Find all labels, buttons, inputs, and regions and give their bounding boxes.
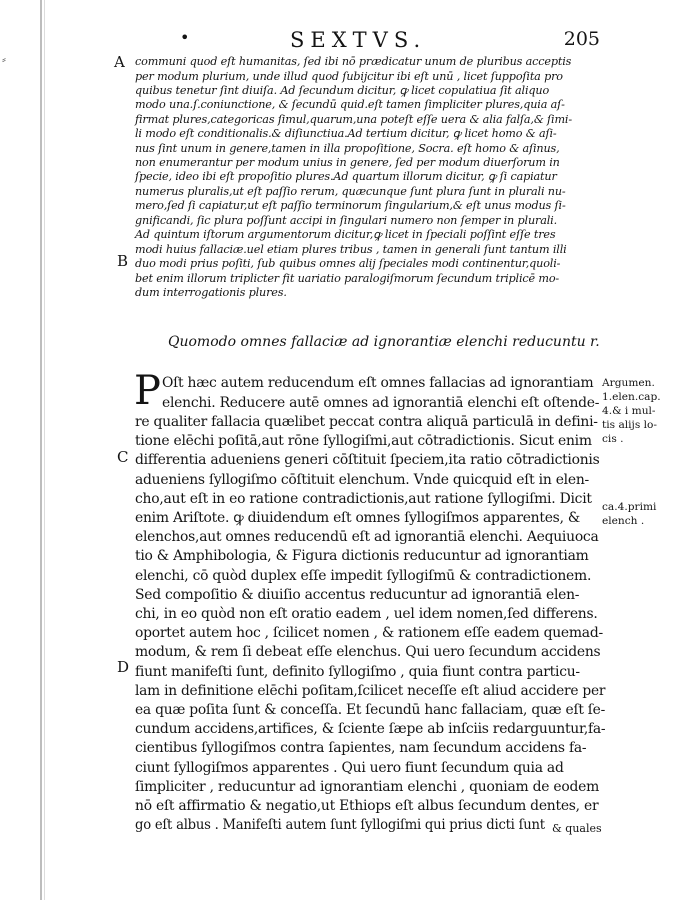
running-title: SEXTVS. bbox=[290, 28, 427, 52]
running-header bbox=[170, 28, 600, 54]
margin-note-line: ca.4.primi bbox=[602, 501, 657, 513]
text-line: ſpecie, ideo ibi eſt propoſitio plures.Ad quartum illorum dicitur, ꝙ ſi capiatur bbox=[135, 170, 557, 183]
section-heading: Quomodo omnes fallaciæ ad ignorantiæ elenchi reducuntu r. bbox=[168, 334, 600, 350]
catchword: & quales bbox=[552, 822, 602, 835]
margin-note-elench bbox=[602, 500, 656, 528]
text-line: modi huius fallaciæ.uel etiam plures tribus , tamen in generali ſunt tantum illi bbox=[135, 243, 567, 256]
text-line: enim Ariſtote. ꝙ diuidendum eſt omnes ſyllogiſmos apparentes, & bbox=[135, 510, 581, 526]
text-line: nus ſint unum in genere,tamen in illa propoſitione, Socra. eſt homo & aſinus, bbox=[135, 142, 560, 155]
text-line: per modum plurium, unde illud quod ſubijcitur ibi eſt unū , licet ſuppoſita pro bbox=[135, 70, 563, 83]
text-line: modo una.ſ.coniunctione, & ſecundū quid.eſt tamen ſimpliciter plures,quia aſ- bbox=[135, 98, 565, 111]
side-letter-d: D bbox=[117, 658, 130, 676]
margin-note-argumen bbox=[602, 376, 661, 446]
text-line: ſimpliciter , reducuntur ad ignorantiam elenchi , quoniam de eodem bbox=[135, 779, 599, 795]
text-line: chi, in eo quòd non eſt oratio eadem , uel idem nomen,ſed differens. bbox=[135, 606, 598, 622]
text-line: tione elēchi poſitā,aut rōne ſyllogiſmi,aut cōtradictionis. Sicut enim bbox=[135, 433, 592, 449]
text-line: modum, & rem ſi debeat eſſe elenchus. Qui uero ſecundum accidens bbox=[135, 644, 601, 660]
margin-note-line: Argumen. bbox=[602, 377, 655, 389]
text-line: cho,aut eſt in eo ratione contradictionis,aut ratione ſyllogiſmi. Dicit bbox=[135, 491, 592, 507]
margin-note-line: 4.& i mul- bbox=[602, 405, 656, 417]
text-line: li modo eſt conditionalis.& diſiunctiua.Ad tertium dicitur, ꝙ licet homo & aſi- bbox=[135, 127, 557, 140]
margin-note-line: cis . bbox=[602, 433, 624, 445]
text-line: gnificandi, ſic plura poſſunt accipi in ſingulari numero non ſemper in plurali. bbox=[135, 214, 557, 227]
text-line: dum interrogationis plures. bbox=[135, 286, 287, 299]
margin-note-line: 1.elen.cap. bbox=[602, 391, 661, 403]
text-line: mero,ſed ſi capiatur,ut eſt paſſio terminorum ſingularium,& eſt unus modus ſi- bbox=[135, 199, 566, 212]
side-letter-b: B bbox=[117, 252, 129, 270]
text-line: bet enim illorum triplicter fit uariatio paralogiſmorum ſecundum triplicē mo- bbox=[135, 272, 560, 285]
text-line: fiunt manifeſti ſunt, definito ſyllogiſmo , quia fiunt contra particu- bbox=[135, 664, 580, 680]
text-line: Oſt hæc autem reducendum eſt omnes fallacias ad ignorantiam bbox=[162, 375, 594, 391]
margin-note-line: elench . bbox=[602, 515, 645, 527]
text-line: ciunt ſyllogiſmos apparentes . Qui uero fiunt ſecundum quia ad bbox=[135, 760, 564, 776]
text-line: cientibus ſyllogiſmos contra ſapientes, nam ſecundum accidens fa- bbox=[135, 740, 587, 756]
page-gutter-edge bbox=[40, 0, 42, 900]
side-letter-c: C bbox=[117, 448, 129, 466]
text-line: lam in definitione elēchi poſitam,ſcilicet neceſſe eſt aliud accidere per bbox=[135, 683, 606, 699]
text-line: adueniens ſyllogiſmo cōſtituit elenchum. Vnde quicquid eſt in elen- bbox=[135, 472, 589, 488]
text-line: tio & Amphibologia, & Figura dictionis reducuntur ad ignorantiam bbox=[135, 548, 589, 564]
text-line: non enumerantur per modum unius in genere, ſed per modum diuerſorum in bbox=[135, 156, 560, 169]
drop-cap: P bbox=[134, 368, 161, 414]
margin-note-line: tis alijs lo- bbox=[602, 419, 657, 431]
text-line: elenchos,aut omnes reducendū eſt ad ignorantiā elenchi. Aequiuoca bbox=[135, 529, 599, 545]
text-line: elenchi. Reducere autē omnes ad ignorantiā elenchi eſt oſtende- bbox=[162, 395, 600, 411]
text-line: Sed compoſitio & diuiſio accentus reducuntur ad ignorantiā elen- bbox=[135, 587, 580, 603]
text-line: elenchi, cō quòd duplex eſſe impedit ſyllogiſmū & contradictionem. bbox=[135, 568, 592, 584]
text-line: communi quod eſt humanitas, ſed ibi nō prædicatur unum de pluribus acceptis bbox=[135, 55, 572, 68]
header-ornament-dot: • bbox=[180, 28, 190, 47]
page-gutter-edge-shadow bbox=[44, 0, 45, 900]
edge-mark: ⸗ bbox=[2, 52, 6, 66]
text-line: oportet autem hoc , ſcilicet nomen , & rationem eſſe eadem quemad- bbox=[135, 625, 603, 641]
text-line: Ad quintum iſtorum argumentorum dicitur,ꝙ licet in ſpeciali poſſint eſſe tres bbox=[135, 228, 556, 241]
text-line: ea quæ poſita ſunt & conceſſa. Et ſecundū hanc fallaciam, quæ eſt ſe- bbox=[135, 702, 606, 718]
text-line: firmat plures,categoricas ſimul,quarum,una poteſt eſſe uera & alia falſa,& ſimi- bbox=[135, 113, 572, 126]
page-number: 205 bbox=[563, 28, 600, 50]
text-line: nō eſt affirmatio & negatio,ut Ethiops eſt albus ſecundum dentes, er bbox=[135, 798, 599, 814]
text-line: differentia adueniens generi cōſtituit ſpeciem,ita ratio cōtradictionis bbox=[135, 452, 600, 468]
text-line: cundum accidens,artifices, & ſciente ſæpe ab inſciis redarguuntur,fa- bbox=[135, 721, 606, 737]
text-line: duo modi prius poſiti, ſub quibus omnes alij ſpeciales modi continentur,quoli- bbox=[135, 257, 561, 270]
side-letter-a: A bbox=[114, 53, 125, 71]
text-line: quibus tenetur ſint diuiſa. Ad ſecundum dicitur, ꝙ licet copulatiua ſit aliquo bbox=[135, 84, 550, 97]
text-line: numerus pluralis,ut eſt paſſio rerum, quæcunque ſunt plura ſunt in plurali nu- bbox=[135, 185, 566, 198]
text-line: go eſt albus . Manifeſti autem ſunt ſyllogiſmi qui prius dicti ſunt bbox=[135, 817, 545, 833]
text-line: re qualiter fallacia quælibet peccat contra aliquā particulā in defini- bbox=[135, 414, 598, 430]
